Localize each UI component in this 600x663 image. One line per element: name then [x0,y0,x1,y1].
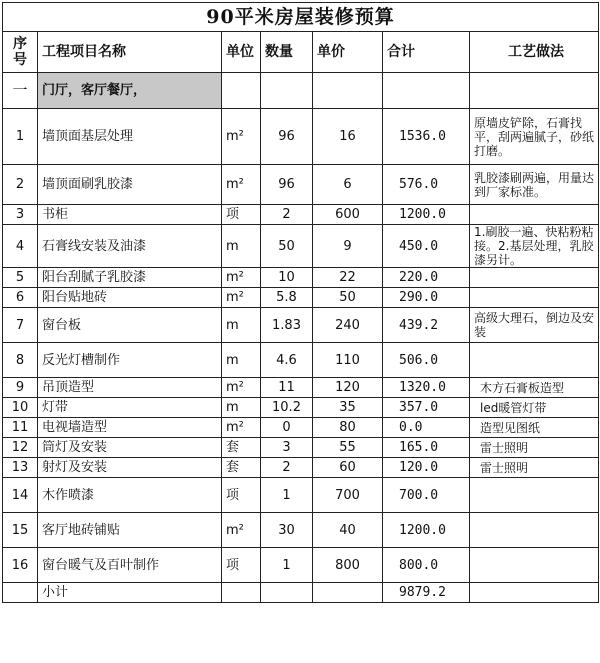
table-row [3,109,599,165]
row-unit: m² [222,288,261,308]
empty-cell [470,73,599,109]
header-no-line2: 号 [13,52,27,68]
row-name: 客厅地砖铺贴 [38,513,222,548]
table-row [3,343,599,378]
empty-cell [470,583,599,603]
row-qty: 10 [261,268,313,288]
table-row [3,478,599,513]
row-craft [470,478,599,513]
row-name: 窗台板 [38,308,222,343]
row-craft [470,343,599,378]
row-unit: m² [222,513,261,548]
page-title: 90平米房屋装修预算 [3,3,599,32]
row-qty: 30 [261,513,313,548]
row-unit: m [222,308,261,343]
row-no: 7 [3,308,38,343]
row-qty: 2 [261,458,313,478]
row-name: 墙顶面基层处理 [38,109,222,165]
row-total: 1200.0 [383,513,470,548]
table-row [3,165,599,205]
row-name: 木作喷漆 [38,478,222,513]
row-craft: 雷士照明 [470,438,599,458]
row-craft: 木方石膏板造型 [470,378,599,398]
table-row [3,513,599,548]
row-price: 6 [313,165,383,205]
row-price: 35 [313,398,383,418]
row-craft: 造型见图纸 [470,418,599,438]
row-no: 10 [3,398,38,418]
row-price: 700 [313,478,383,513]
row-qty: 1 [261,478,313,513]
empty-cell [222,73,261,109]
row-name: 筒灯及安装 [38,438,222,458]
empty-cell [313,73,383,109]
row-unit: m² [222,165,261,205]
row-price: 50 [313,288,383,308]
row-price: 240 [313,308,383,343]
table-row [3,308,599,343]
row-craft: 雷士照明 [470,458,599,478]
row-price: 22 [313,268,383,288]
header-name: 工程项目名称 [38,32,222,73]
table-row [3,225,599,268]
row-no: 2 [3,165,38,205]
row-total: 800.0 [383,548,470,583]
row-name: 阳台刮腻子乳胶漆 [38,268,222,288]
row-no: 12 [3,438,38,458]
row-total: 165.0 [383,438,470,458]
header-craft: 工艺做法 [470,32,599,73]
subtotal-total: 9879.2 [383,583,470,603]
row-price: 80 [313,418,383,438]
row-unit: 套 [222,458,261,478]
row-total: 1536.0 [383,109,470,165]
row-price: 9 [313,225,383,268]
row-craft [470,288,599,308]
row-craft [470,205,599,225]
row-name: 吊顶造型 [38,378,222,398]
row-total: 700.0 [383,478,470,513]
row-qty: 96 [261,109,313,165]
empty-cell [261,583,313,603]
row-total: 439.2 [383,308,470,343]
row-unit: m² [222,268,261,288]
row-total: 290.0 [383,288,470,308]
header-price: 单价 [313,32,383,73]
row-unit: m [222,225,261,268]
header-total: 合计 [383,32,470,73]
header-qty: 数量 [261,32,313,73]
row-unit: m² [222,378,261,398]
row-price: 60 [313,458,383,478]
row-no: 4 [3,225,38,268]
row-craft: led暖管灯带 [470,398,599,418]
empty-cell [261,73,313,109]
table-row [3,458,599,478]
row-name: 石膏线安装及油漆 [38,225,222,268]
table-row [3,438,599,458]
row-craft [470,268,599,288]
row-name: 墙顶面刷乳胶漆 [38,165,222,205]
row-no: 9 [3,378,38,398]
row-craft: 乳胶漆刷两遍，用量达到厂家标准。 [470,165,599,205]
budget-table [2,2,599,603]
row-total: 450.0 [383,225,470,268]
row-total: 506.0 [383,343,470,378]
table-row [3,205,599,225]
table-row [3,268,599,288]
row-qty: 1 [261,548,313,583]
header-no-line1: 序 [13,36,27,52]
row-price: 110 [313,343,383,378]
row-qty: 1.83 [261,308,313,343]
row-craft [470,513,599,548]
row-qty: 5.8 [261,288,313,308]
row-price: 800 [313,548,383,583]
row-no: 11 [3,418,38,438]
row-no: 3 [3,205,38,225]
row-total: 357.0 [383,398,470,418]
empty-cell [3,583,38,603]
row-total: 576.0 [383,165,470,205]
row-qty: 0 [261,418,313,438]
row-total: 1200.0 [383,205,470,225]
row-total: 220.0 [383,268,470,288]
row-unit: 套 [222,438,261,458]
table-row [3,398,599,418]
header-no [3,32,38,73]
row-craft: 原墙皮铲除，石膏找平，刮两遍腻子，砂纸打磨。 [470,109,599,165]
row-unit: m [222,343,261,378]
row-qty: 4.6 [261,343,313,378]
row-name: 射灯及安装 [38,458,222,478]
row-unit: 项 [222,205,261,225]
empty-cell [313,583,383,603]
table-row [3,548,599,583]
row-unit: m² [222,418,261,438]
section-name: 门厅，客厅餐厅， [38,73,222,109]
empty-cell [383,73,470,109]
row-unit: m [222,398,261,418]
subtotal-label: 小计 [38,583,222,603]
table-row [3,288,599,308]
section-row [3,73,599,109]
row-no: 5 [3,268,38,288]
empty-cell [222,583,261,603]
row-price: 16 [313,109,383,165]
row-unit: 项 [222,478,261,513]
row-no: 8 [3,343,38,378]
row-no: 6 [3,288,38,308]
row-no: 16 [3,548,38,583]
row-qty: 50 [261,225,313,268]
row-name: 窗台暖气及百叶制作 [38,548,222,583]
row-unit: 项 [222,548,261,583]
row-no: 1 [3,109,38,165]
row-craft: 高级大理石，倒边及安装 [470,308,599,343]
section-no: 一 [3,73,38,109]
row-qty: 11 [261,378,313,398]
row-total: 1320.0 [383,378,470,398]
row-name: 电视墙造型 [38,418,222,438]
row-qty: 3 [261,438,313,458]
row-name: 阳台贴地砖 [38,288,222,308]
row-no: 14 [3,478,38,513]
row-qty: 2 [261,205,313,225]
row-name: 灯带 [38,398,222,418]
row-price: 55 [313,438,383,458]
row-unit: m² [222,109,261,165]
table-row [3,418,599,438]
row-qty: 96 [261,165,313,205]
subtotal-row [3,583,599,603]
row-price: 40 [313,513,383,548]
table-row [3,378,599,398]
row-total: 120.0 [383,458,470,478]
row-no: 15 [3,513,38,548]
header-unit: 单位 [222,32,261,73]
header-row [3,32,599,73]
row-craft [470,548,599,583]
row-name: 书柜 [38,205,222,225]
row-price: 120 [313,378,383,398]
budget-sheet [2,2,598,603]
row-craft: 1.刷胶一遍、快粘粉粘接。2.基层处理，乳胶漆另计。 [470,225,599,268]
row-no: 13 [3,458,38,478]
row-qty: 10.2 [261,398,313,418]
row-name: 反光灯槽制作 [38,343,222,378]
row-price: 600 [313,205,383,225]
row-total: 0.0 [383,418,470,438]
